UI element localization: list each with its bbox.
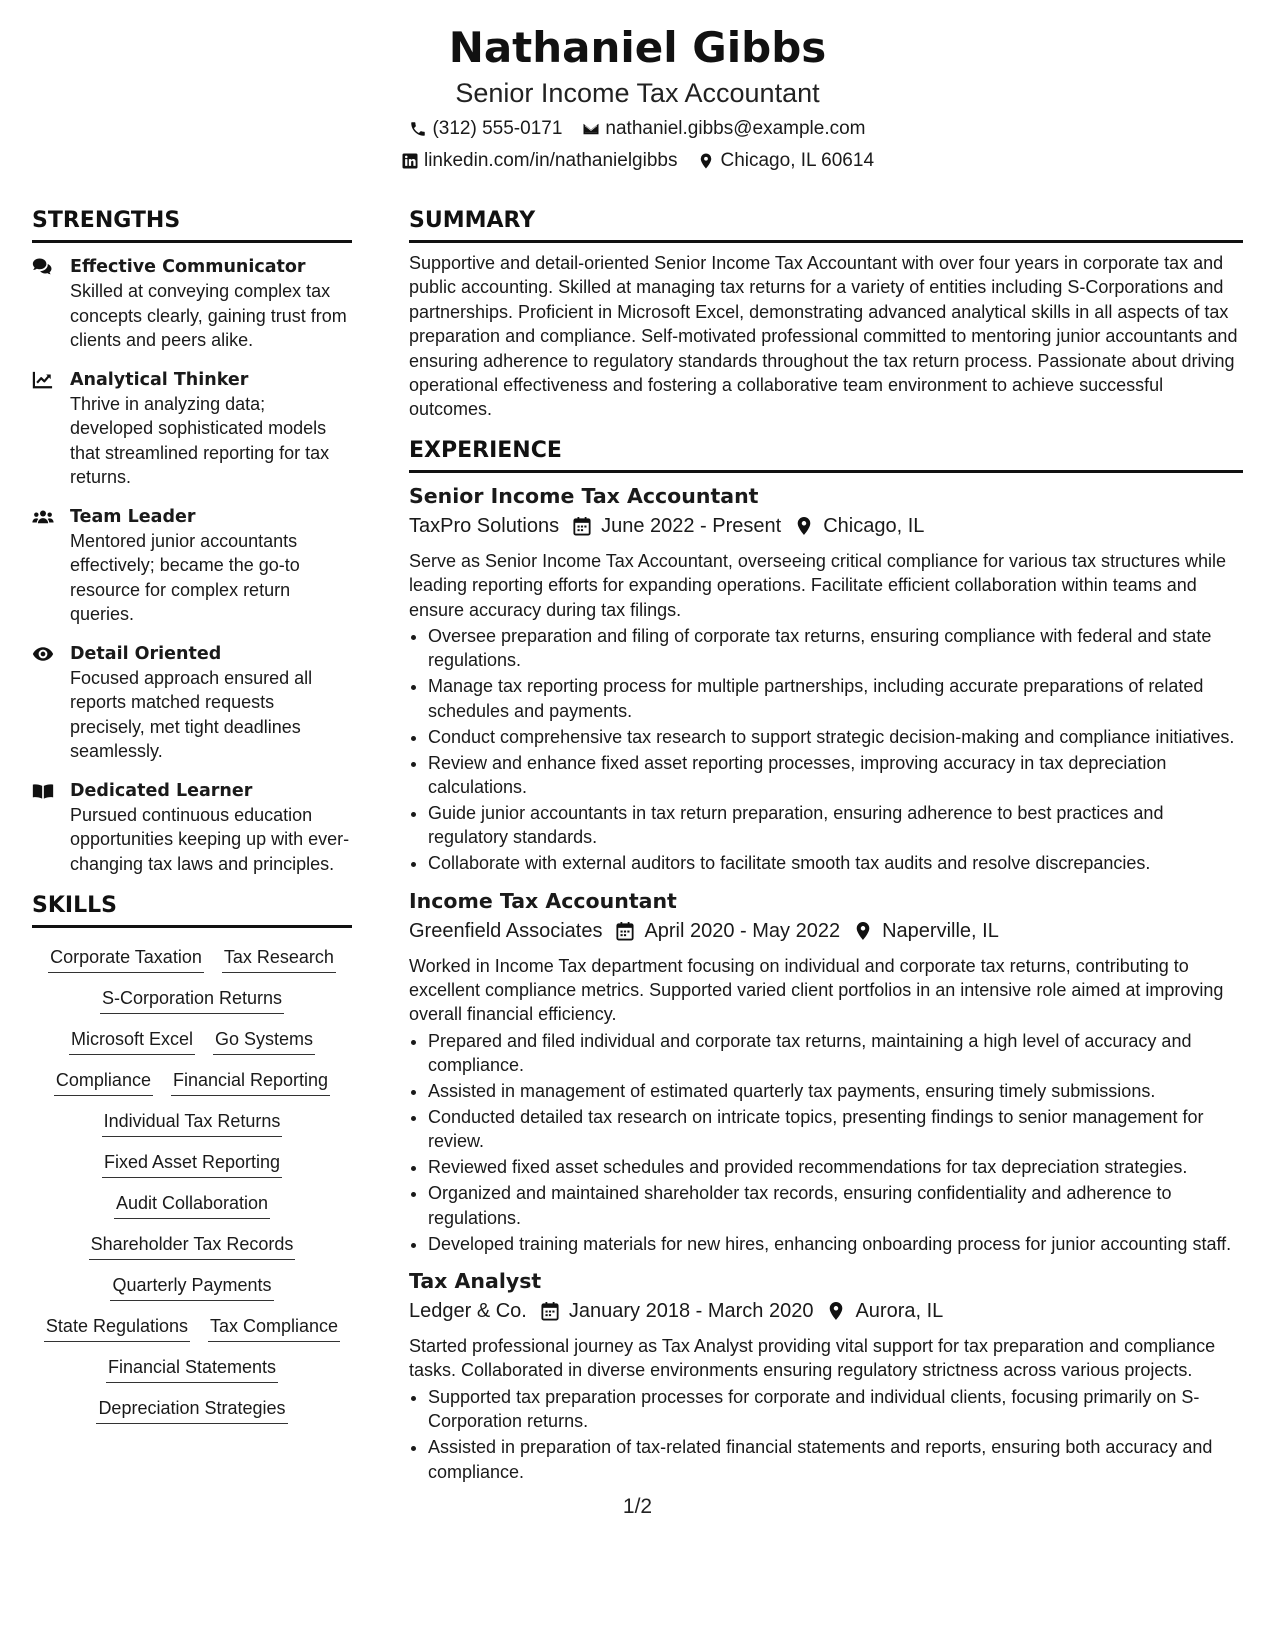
summary-text: Supportive and detail-oriented Senior Income Tax Accountant with over four years in corporate tax and public accounting. Skilled at managing tax returns for a variety of entities including S-Corporations and partnerships. Proficient in Microsoft Excel, demonstrating advanced analytical skills in all aspects of tax preparation and compliance. Self-motivated professional committed to mentoring junior accountants and ensuring adherence to regulatory standards throughout the tax return process. Passionate about driving operational effectiveness and fostering a collaborative team environment to achieve successful outcomes. xyxy=(409,253,1238,420)
job-title: Tax Analyst xyxy=(409,1269,542,1293)
job-bullets xyxy=(409,1385,1243,1484)
job-entry xyxy=(409,886,1243,1256)
skill-tag: Shareholder Tax Records xyxy=(89,1233,296,1260)
job-bullet: • Reviewed fixed asset schedules and provided recommendations for tax depreciation strategies. xyxy=(428,1155,1243,1179)
strengths-section xyxy=(32,206,352,876)
right-column xyxy=(409,206,1243,1485)
chart-line-icon xyxy=(32,368,56,490)
email-text[interactable]: nathaniel.gibbs@example.com xyxy=(605,118,866,139)
skills-section xyxy=(32,891,352,1424)
skill-tag: Fixed Asset Reporting xyxy=(102,1151,282,1178)
job-dates: April 2020 - May 2022 xyxy=(644,919,841,942)
strength-desc: Pursued continuous education opportunities keeping up with ever-changing tax laws and principles. xyxy=(70,804,350,874)
strength-desc: Skilled at conveying complex tax concepts clearly, gaining trust from clients and peers alike. xyxy=(70,281,347,350)
job-bullet: • Collaborate with external auditors to facilitate smooth tax audits and resolve discrepancies. xyxy=(428,851,1243,875)
strength-desc: Mentored junior accountants effectively; became the go-to resource for complex return queries. xyxy=(70,530,300,624)
map-marker-icon xyxy=(781,516,823,536)
strengths-heading: STRENGTHS xyxy=(32,206,352,243)
envelope-icon xyxy=(582,120,600,138)
strength-item xyxy=(32,642,352,764)
page-number: 1/2 xyxy=(622,1495,653,1518)
job-bullets xyxy=(409,1029,1243,1256)
job-dates: June 2022 - Present xyxy=(601,514,782,537)
map-marker-icon xyxy=(813,1301,855,1321)
experience-heading: EXPERIENCE xyxy=(409,436,1243,473)
email-contact[interactable] xyxy=(582,116,865,142)
job-meta xyxy=(409,1296,1243,1326)
experience-section xyxy=(409,436,1243,1484)
skill-tag: Tax Research xyxy=(222,946,336,973)
job-bullet: • Manage tax reporting process for multiple partnerships, including accurate preparations of related schedules and payments. xyxy=(428,674,1243,723)
phone-contact xyxy=(409,116,562,142)
strength-title: Team Leader xyxy=(70,506,196,527)
calendar-icon xyxy=(559,516,601,536)
resume-header xyxy=(0,20,1275,174)
job-bullet: • Supported tax preparation processes for corporate and individual clients, focusing primarily on S-Corporation returns. xyxy=(428,1385,1243,1434)
strength-title: Effective Communicator xyxy=(70,257,306,277)
skill-tag: Individual Tax Returns xyxy=(102,1110,283,1137)
candidate-name: Nathaniel Gibbs xyxy=(448,23,827,72)
skill-tag: Audit Collaboration xyxy=(114,1192,270,1219)
job-bullet: • Assisted in preparation of tax-related financial statements and reports, ensuring both accuracy and compliance. xyxy=(428,1435,1243,1484)
job-title: Senior Income Tax Accountant xyxy=(409,483,759,508)
skill-tag: Corporate Taxation xyxy=(48,946,204,973)
strength-title: Analytical Thinker xyxy=(70,369,249,390)
strength-desc: Focused approach ensured all reports matched requests precisely, met tight deadlines seamlessly. xyxy=(70,667,313,761)
job-bullet: • Guide junior accountants in tax return preparation, ensuring adherence to best practices and regulatory standards. xyxy=(428,801,1243,850)
job-bullet: • Developed training materials for new hires, enhancing onboarding process for junior accounting staff. xyxy=(428,1232,1243,1256)
job-bullets xyxy=(409,624,1243,876)
job-company: TaxPro Solutions xyxy=(409,514,560,537)
linkedin-text[interactable]: linkedin.com/in/nathanielgibbs xyxy=(423,150,678,171)
job-entry xyxy=(409,1266,1243,1484)
calendar-icon xyxy=(602,921,644,941)
skills-heading: SKILLS xyxy=(32,891,352,928)
strength-item xyxy=(32,779,352,877)
job-company: Ledger & Co. xyxy=(409,1300,527,1322)
eye-icon xyxy=(32,642,56,764)
strength-title: Detail Oriented xyxy=(70,643,222,664)
strength-item xyxy=(32,505,352,627)
strength-item xyxy=(32,368,352,490)
job-bullet: • Assisted in management of estimated quarterly tax payments, ensuring timely submissions. xyxy=(428,1079,1243,1103)
phone-icon xyxy=(409,120,427,138)
users-icon xyxy=(32,505,56,627)
job-bullet: • Oversee preparation and filing of corporate tax returns, ensuring compliance with federal and state regulations. xyxy=(428,624,1243,673)
skill-tag: Tax Compliance xyxy=(208,1315,340,1342)
job-bullet: • Conducted detailed tax research on intricate topics, presenting findings to senior management for review. xyxy=(428,1105,1243,1154)
strengths-list xyxy=(32,255,352,876)
calendar-icon xyxy=(527,1301,569,1321)
book-icon xyxy=(32,779,56,877)
skill-tag: State Regulations xyxy=(44,1315,190,1342)
summary-section xyxy=(409,206,1243,422)
job-company: Greenfield Associates xyxy=(409,919,603,942)
location-contact xyxy=(697,148,874,174)
location-text: Chicago, IL 60614 xyxy=(720,150,875,171)
skill-tag: Go Systems xyxy=(213,1028,315,1055)
job-entry xyxy=(409,481,1243,876)
job-meta xyxy=(409,916,1243,946)
skill-tag: Depreciation Strategies xyxy=(96,1397,287,1424)
linkedin-icon xyxy=(401,152,419,170)
map-marker-icon xyxy=(840,921,882,941)
skill-tag: Financial Reporting xyxy=(171,1069,330,1096)
strength-item xyxy=(32,255,352,353)
skill-tag: Quarterly Payments xyxy=(110,1274,273,1301)
contact-row-1 xyxy=(0,116,1275,142)
job-dates: January 2018 - March 2020 xyxy=(568,1300,814,1322)
job-bullet: • Review and enhance fixed asset reporting processes, improving accuracy in tax depreciation calculations. xyxy=(428,751,1243,800)
job-bullet: • Organized and maintained shareholder tax records, ensuring confidentiality and adherence to regulations. xyxy=(428,1181,1243,1230)
job-description: Started professional journey as Tax Analyst providing vital support for tax preparation and compliance tasks. Collaborated in diverse environments ensuring regulatory strictness across various projects. xyxy=(409,1336,1216,1381)
candidate-title: Senior Income Tax Accountant xyxy=(455,78,820,108)
job-description: Serve as Senior Income Tax Accountant, overseeing critical compliance for various tax structures while leading reporting efforts for expanding operations. Facilitate efficient collaboration within teams and ensure accuracy during tax filings. xyxy=(409,550,1227,620)
strength-desc: Thrive in analyzing data; developed sophisticated models that streamlined reporting for tax returns. xyxy=(70,393,330,487)
skill-tag: Financial Statements xyxy=(106,1356,278,1383)
contact-row-2 xyxy=(0,148,1275,174)
strength-title: Dedicated Learner xyxy=(70,780,253,801)
map-marker-icon xyxy=(697,152,715,170)
skill-tag: S-Corporation Returns xyxy=(100,987,284,1014)
left-column xyxy=(32,206,352,1424)
job-location: Chicago, IL xyxy=(823,514,925,537)
linkedin-contact[interactable] xyxy=(401,148,678,174)
job-location: Aurora, IL xyxy=(855,1300,944,1322)
job-title: Income Tax Accountant xyxy=(409,888,677,913)
job-bullet: • Conduct comprehensive tax research to support strategic decision-making and compliance initiatives. xyxy=(428,725,1243,749)
skill-tag: Compliance xyxy=(54,1069,153,1096)
comments-icon xyxy=(32,255,56,353)
skill-tag: Microsoft Excel xyxy=(69,1028,195,1055)
summary-heading: SUMMARY xyxy=(409,206,1243,243)
job-bullet: • Prepared and filed individual and corporate tax returns, maintaining a high level of accuracy and compliance. xyxy=(428,1029,1243,1078)
job-meta xyxy=(409,511,1243,541)
job-location: Naperville, IL xyxy=(882,919,999,942)
phone-text: (312) 555-0171 xyxy=(432,118,563,139)
skills-list xyxy=(32,946,352,1424)
job-description: Worked in Income Tax department focusing on individual and corporate tax returns, contributing to excellent compliance metrics. Supported varied client portfolios in an intensive role aimed at improving overall financial efficiency. xyxy=(409,955,1224,1025)
